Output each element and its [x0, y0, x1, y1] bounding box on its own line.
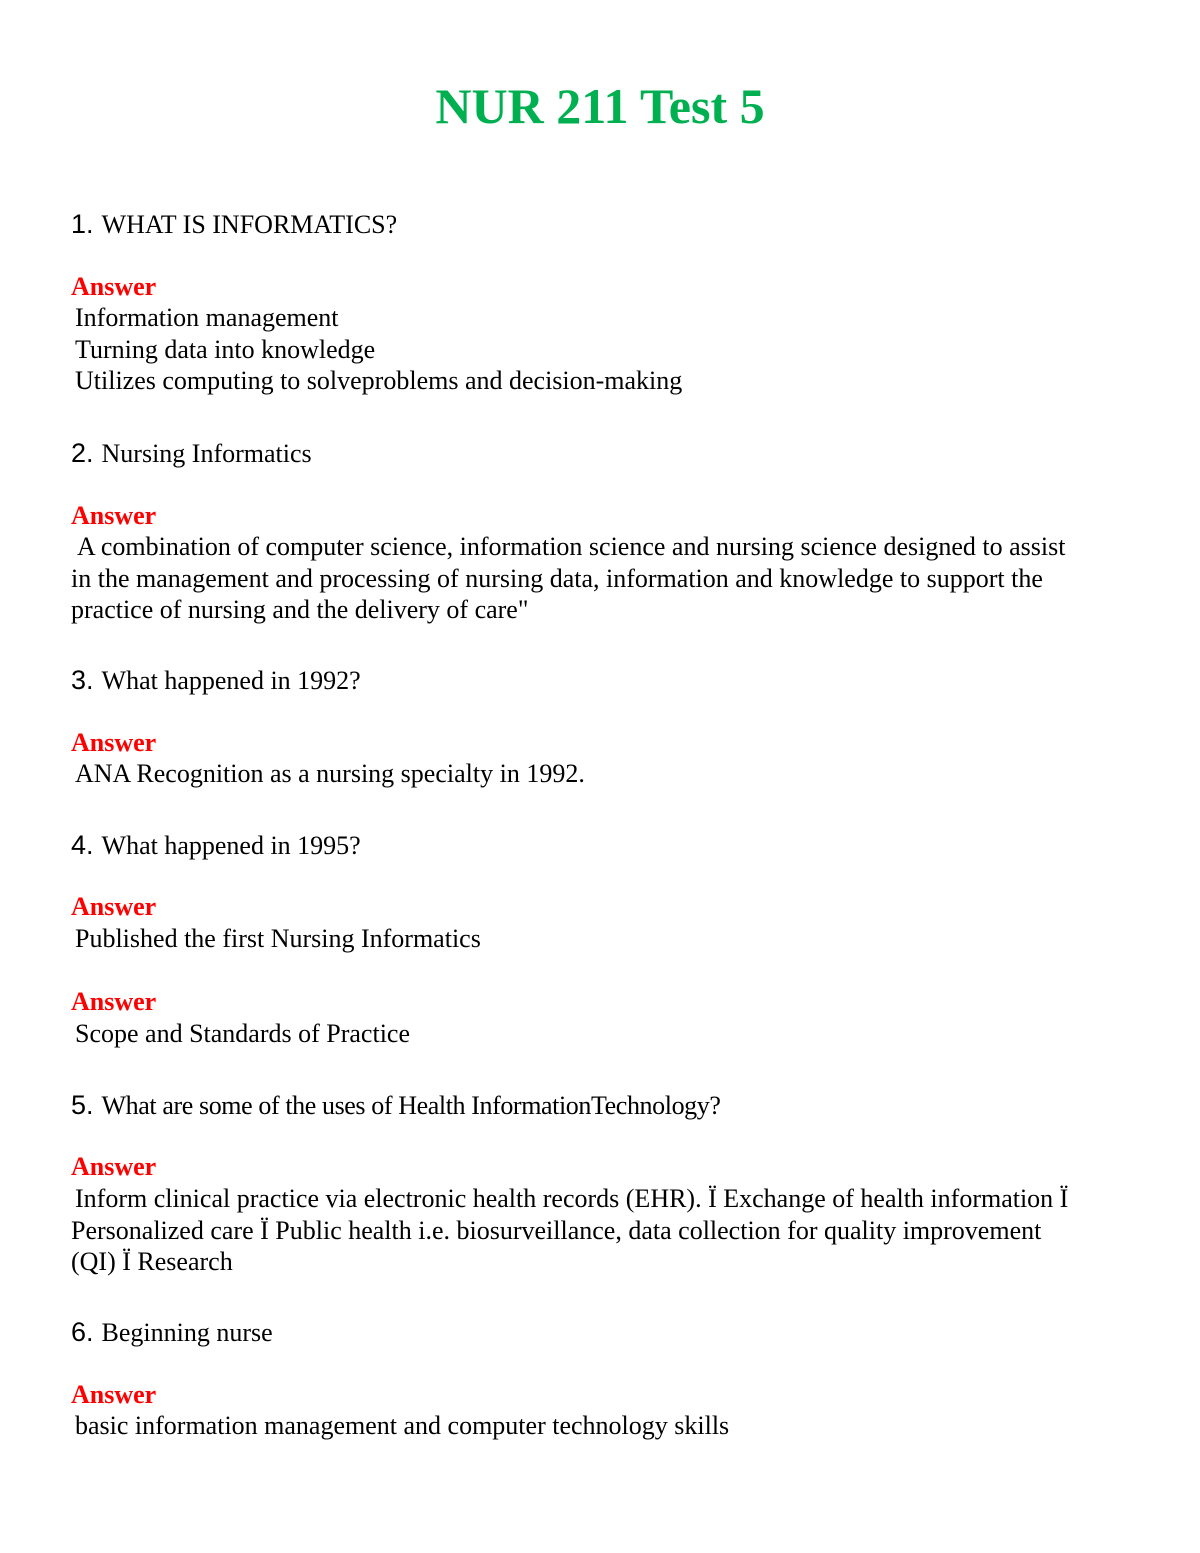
answer-text [71, 1410, 1131, 1442]
answer-label: Answer [71, 1152, 157, 1181]
question-number: 1. [71, 209, 94, 239]
answer-line: A combination of computer science, information science and nursing science designed to assist [77, 532, 1066, 561]
question-text: Beginning nurse [101, 1318, 273, 1347]
question-2 [71, 437, 312, 470]
question-text: What happened in 1992? [101, 666, 361, 695]
question-number: 3. [71, 665, 94, 695]
answer-label: Answer [71, 1380, 157, 1409]
answer-line: Scope and Standards of Practice [75, 1019, 411, 1048]
answer-line: Personalized care Ï Public health i.e. biosurveillance, data collection for quality improvement [71, 1215, 1042, 1245]
answer-text [71, 758, 1131, 790]
answer-line: Information management [75, 303, 339, 332]
question-number: 4. [71, 830, 94, 860]
answer-line: Inform clinical practice via electronic health records (EHR). Ï Exchange of health information Ï [75, 1184, 1069, 1213]
question-5 [71, 1089, 721, 1122]
question-text: Nursing Informatics [101, 439, 312, 468]
question-1 [71, 208, 397, 241]
answer-line: Utilizes computing to solveproblems and decision-making [75, 366, 683, 395]
answer-line: Published the first Nursing Informatics [75, 924, 481, 953]
answer-line: Turning data into knowledge [75, 334, 376, 364]
question-4 [71, 829, 361, 862]
page-title: NUR 211 Test 5 [435, 78, 765, 134]
answer-line: in the management and processing of nursing data, information and knowledge to support the [71, 563, 1043, 593]
question-6 [71, 1316, 273, 1349]
answer-line: ANA Recognition as a nursing specialty in 1992. [75, 759, 585, 788]
question-number: 2. [71, 438, 94, 468]
answer-label: Answer [71, 987, 157, 1016]
answer-label: Answer [71, 892, 157, 921]
answer-label: Answer [71, 728, 157, 757]
answer-label: Answer [71, 272, 157, 301]
question-text: WHAT IS INFORMATICS? [101, 210, 398, 239]
answer-line: (QI) Ï Research [71, 1247, 233, 1276]
question-text: What happened in 1995? [101, 831, 361, 860]
question-3 [71, 664, 361, 697]
answer-text [71, 1018, 1131, 1050]
answer-line: basic information management and computer technology skills [75, 1411, 730, 1440]
question-number: 6. [71, 1317, 94, 1347]
answer-text [71, 302, 1131, 397]
answer-text [71, 923, 1131, 955]
answer-text [71, 531, 1131, 626]
answer-text [71, 1183, 1131, 1278]
answer-line: practice of nursing and the delivery of care" [71, 595, 529, 624]
question-number: 5. [71, 1090, 94, 1120]
question-text: What are some of the uses of Health InformationTechnology? [101, 1091, 721, 1120]
answer-label: Answer [71, 501, 157, 530]
